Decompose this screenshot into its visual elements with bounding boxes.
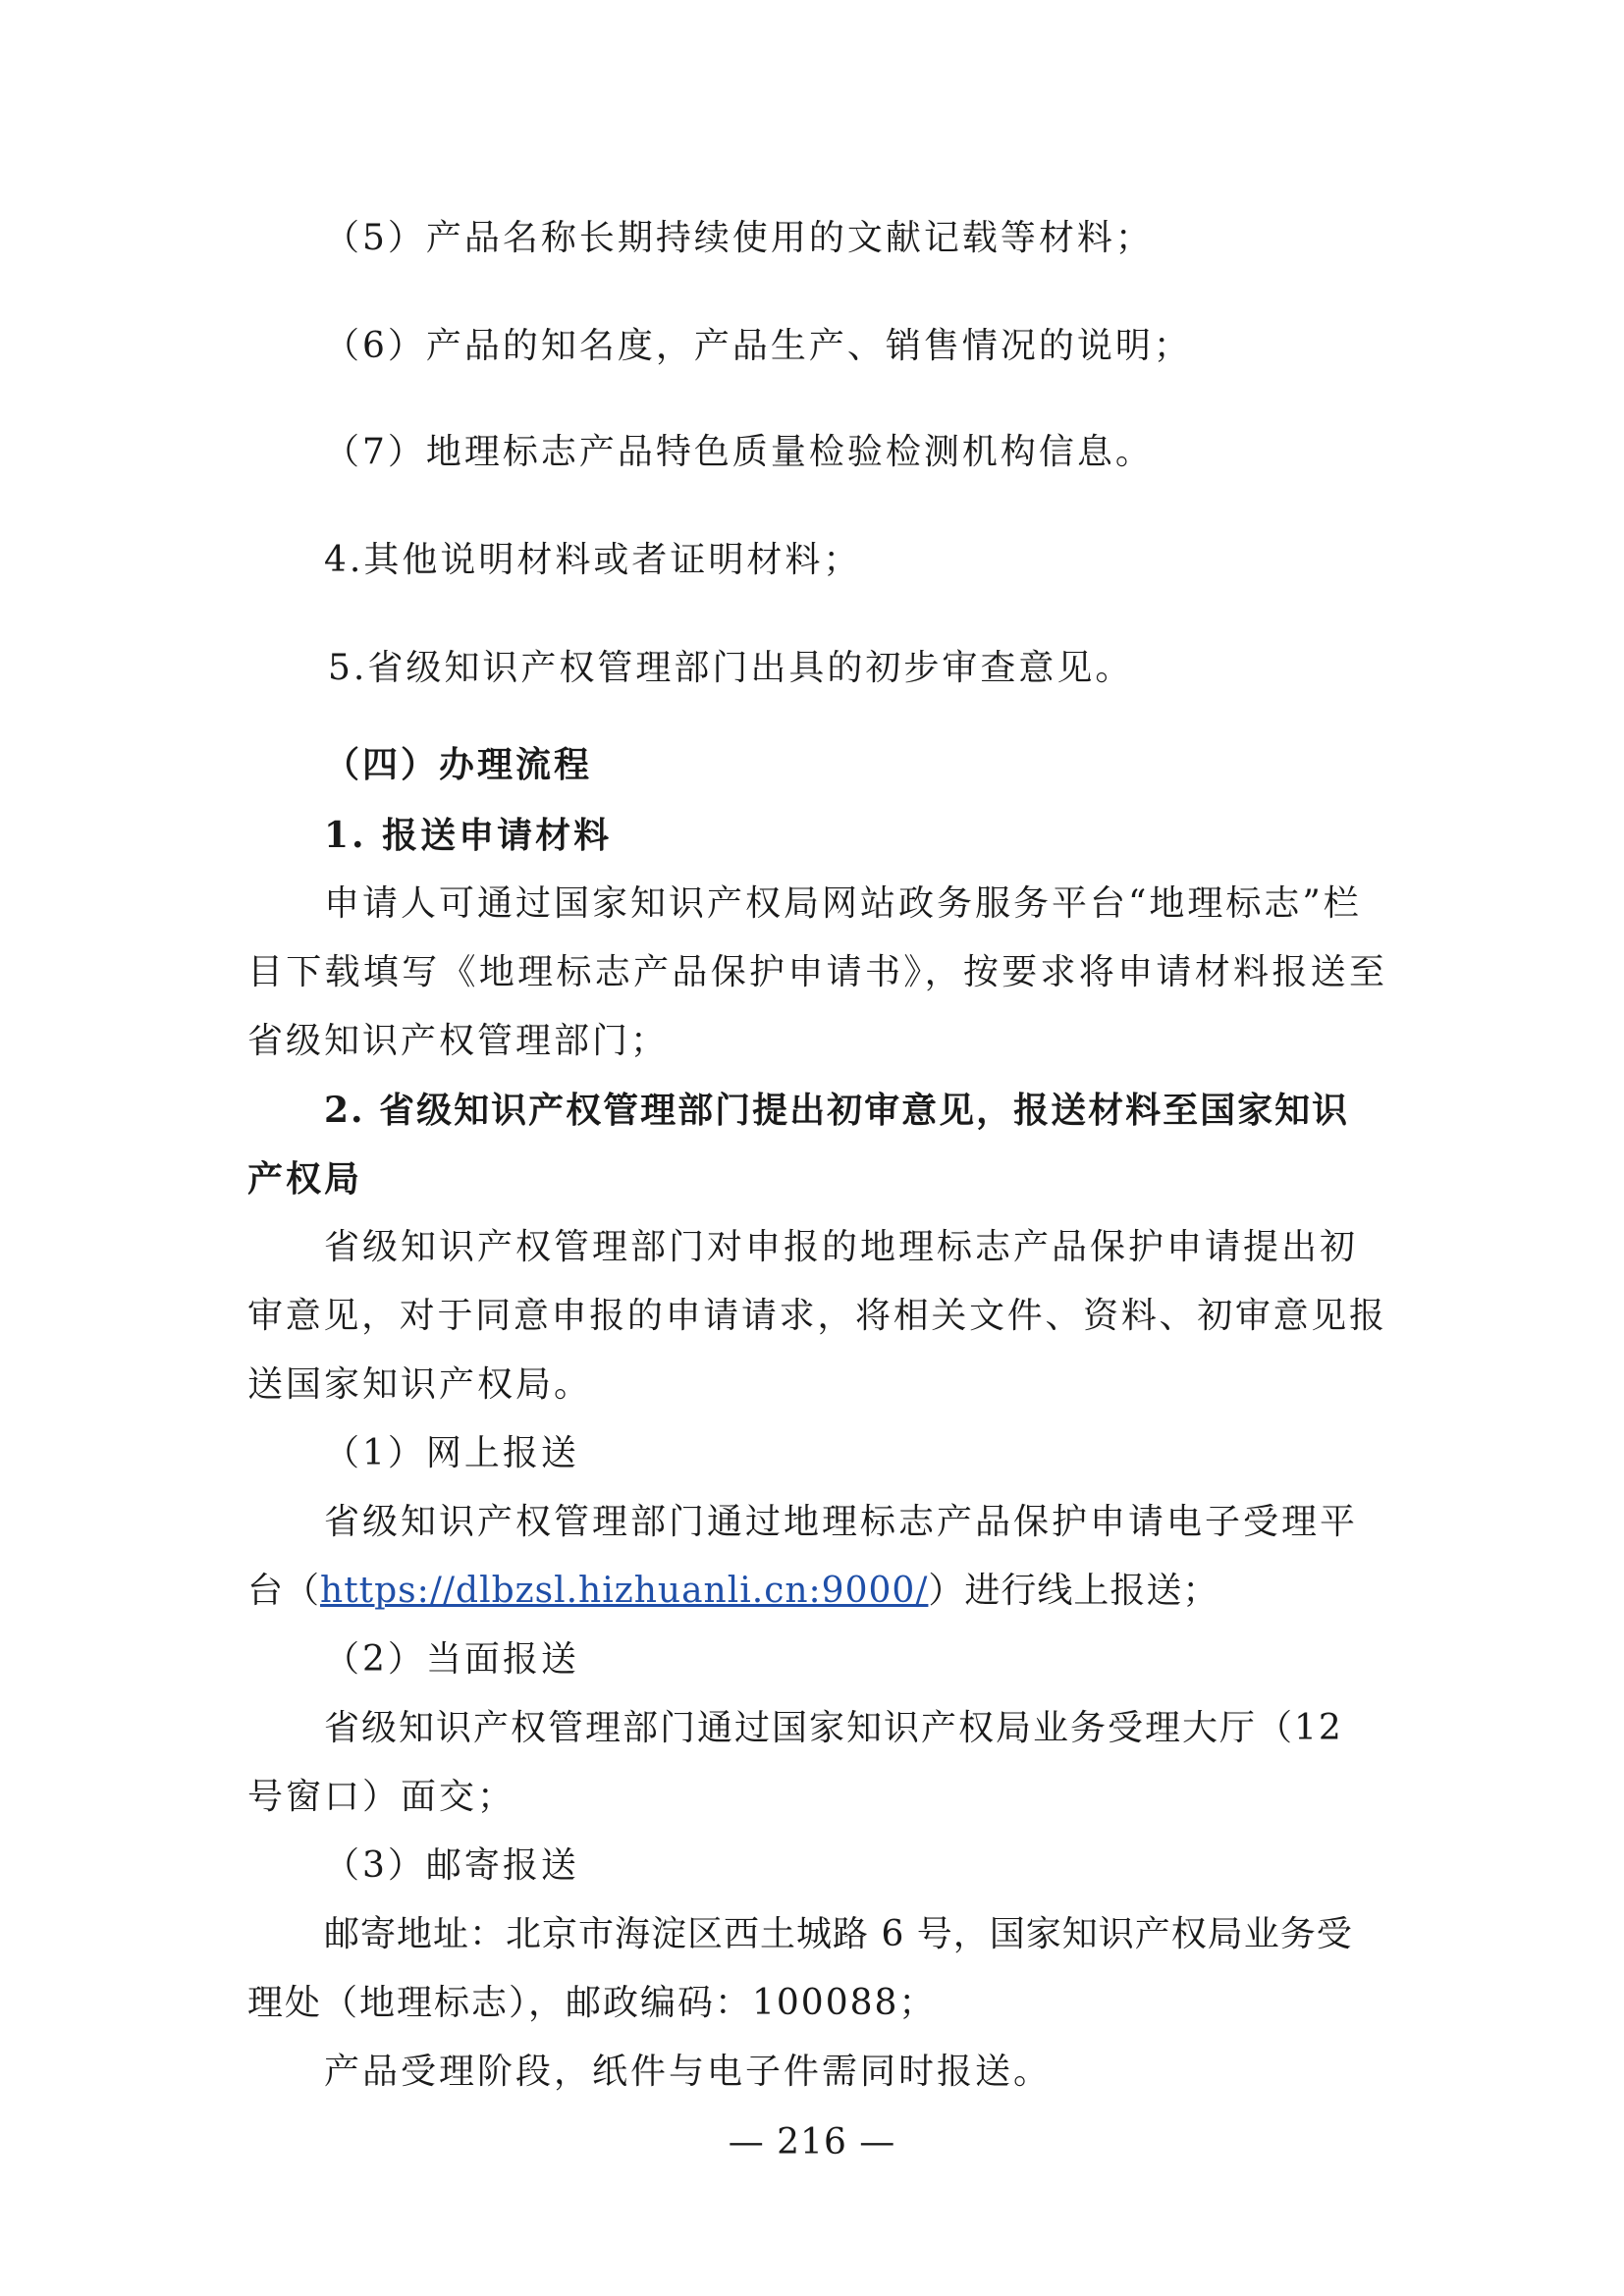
step2-body-line3: 送国家知识产权局。	[247, 1364, 593, 1405]
material-item-6: （6）产品的知名度，产品生产、销售情况的说明；	[324, 326, 1192, 366]
in-person-body-line1: 省级知识产权管理部门通过国家知识产权局业务受理大厅（12	[324, 1708, 1343, 1748]
step1-body-line1: 申请人可通过国家知识产权局网站政务服务平台“地理标志”栏	[324, 883, 1362, 924]
online-body-line2	[247, 1567, 1218, 1616]
online-submission-label: （1）网上报送	[324, 1433, 579, 1473]
material-item-7: （7）地理标志产品特色质量检验检测机构信息。	[324, 432, 1154, 472]
online-body-suffix: ）进行线上报送；	[928, 1571, 1219, 1611]
material-other: 4.其他说明材料或者证明材料；	[324, 540, 862, 580]
platform-url-link[interactable]: https://dlbzsl.hizhuanli.cn:9000/	[320, 1571, 929, 1611]
material-provincial-opinion: 5.省级知识产权管理部门出具的初步审查意见。	[328, 648, 1134, 688]
step1-body-line3: 省级知识产权管理部门；	[247, 1021, 670, 1061]
step1-title: 1. 报送申请材料	[324, 815, 613, 856]
page-number: — 216 —	[728, 2122, 896, 2163]
online-body-line1: 省级知识产权管理部门通过地理标志产品保护申请电子受理平	[324, 1502, 1359, 1542]
in-person-body-line2: 号窗口）面交；	[247, 1777, 516, 1817]
in-person-submission-label: （2）当面报送	[324, 1639, 579, 1680]
online-body-prefix: 台（	[247, 1571, 321, 1611]
step2-body-line2: 审意见，对于同意申报的申请请求，将相关文件、资料、初审意见报	[247, 1296, 1384, 1336]
submission-note: 产品受理阶段，纸件与电子件需同时报送。	[324, 2052, 1053, 2092]
step1-body-line2: 目下载填写《地理标志产品保护申请书》，按要求将申请材料报送至	[247, 952, 1384, 992]
step2-title-line1: 2. 省级知识产权管理部门提出初审意见，报送材料至国家知识	[324, 1090, 1350, 1131]
mail-address-line1: 邮寄地址：北京市海淀区西土城路 6 号，国家知识产权局业务受	[324, 1914, 1353, 1954]
section-heading: （四）办理流程	[324, 744, 593, 785]
step2-title-line2: 产权局	[247, 1158, 363, 1200]
mail-submission-label: （3）邮寄报送	[324, 1845, 579, 1886]
material-item-5: （5）产品名称长期持续使用的文献记载等材料；	[324, 218, 1154, 258]
mail-address-line2: 理处（地理标志），邮政编码：100088；	[247, 1983, 937, 2023]
step2-body-line1: 省级知识产权管理部门对申报的地理标志产品保护申请提出初	[324, 1227, 1359, 1267]
